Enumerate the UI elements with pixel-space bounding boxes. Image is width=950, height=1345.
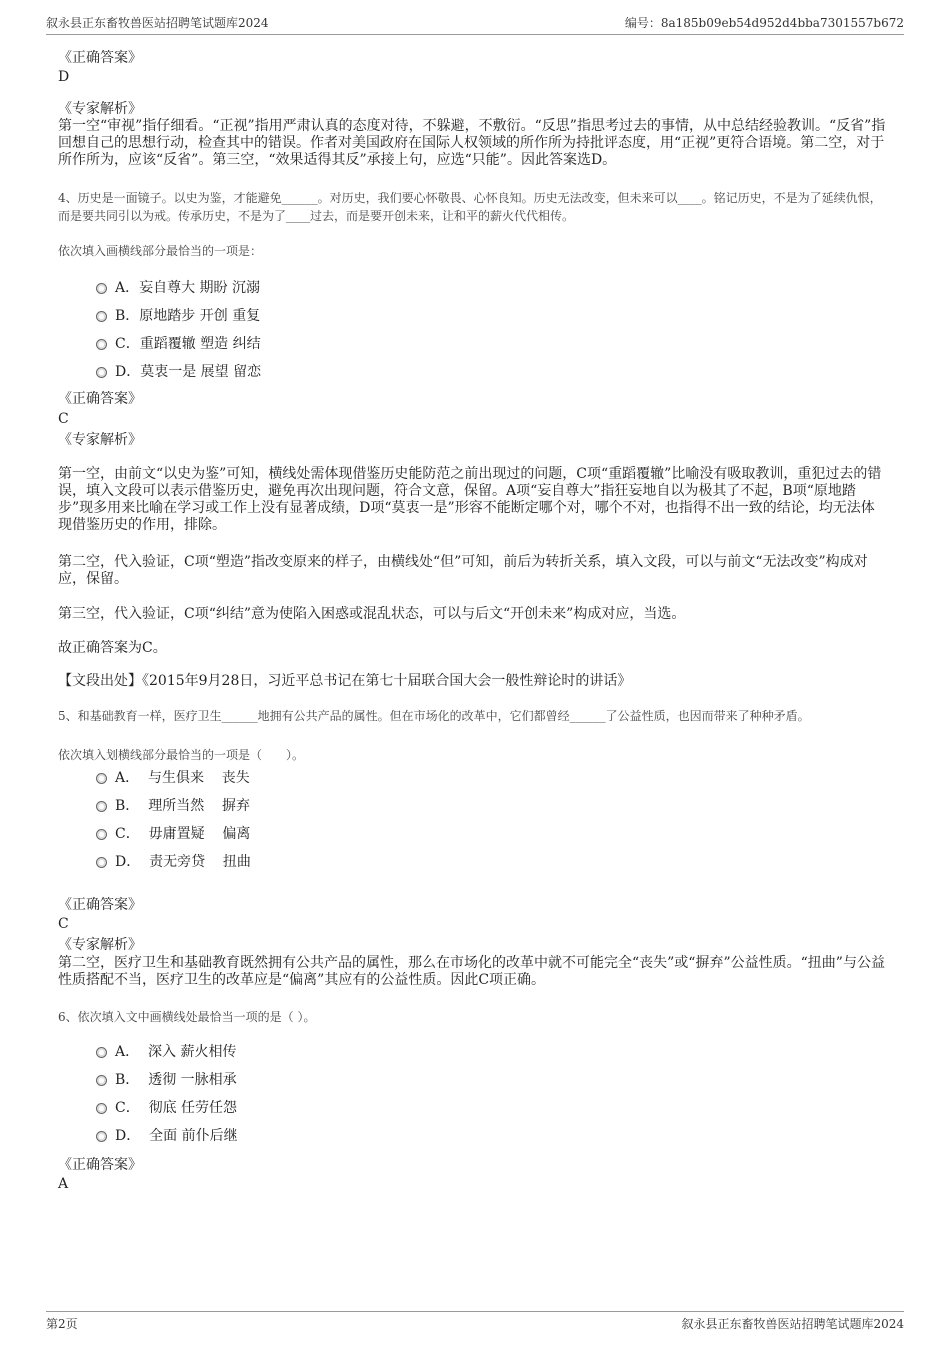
radio-icon[interactable] <box>96 1047 107 1058</box>
q4-option-a[interactable]: A．妄自尊大 期盼 沉溺 <box>96 279 260 297</box>
q3-answer: D <box>58 69 70 85</box>
radio-icon[interactable] <box>96 829 107 840</box>
q4-analysis-p4: 故正确答案为C。 <box>58 640 167 656</box>
q4-stem: 4、历史是一面镜子。以史为鉴，才能避免______。对历史，我们要心怀敬畏、心怀良知。历史无法改变，但未来可以____。铭记历史，不是为了延续仇恨，而是要共同引以为戒。传承历史，不是为了____过去，而是要开创未来，让和平的薪火代代相传。 <box>58 191 882 223</box>
q5-option-d[interactable]: D． 责无旁贷 扭曲 <box>96 853 251 871</box>
q4-option-d[interactable]: D．莫衷一是 展望 留恋 <box>96 363 261 381</box>
radio-icon[interactable] <box>96 773 107 784</box>
page-footer <box>46 1311 904 1336</box>
q6-stem: 6、依次填入文中画横线处最恰当一项的是（ ）。 <box>58 1010 316 1024</box>
q4-answer: C <box>58 411 69 427</box>
radio-icon[interactable] <box>96 339 107 350</box>
q4-analysis-p1: 第一空，由前文“以史为鉴”可知，横线处需体现借鉴历史能防范之前出现过的问题，C项“重蹈覆辙”比喻没有吸取教训，重犯过去的错误，填入文段可以表示借鉴历史，避免再次出现问题，符合文意，保留。A项“妄自尊大”指狂妄地自以为极其了不起，B项“原地踏步”现多用来比喻在学习或工作上没有显著成绩，D项“莫衷一是”形容不能断定哪个对，哪个不对，也指得不出一致的结论，均无法体现借鉴历史的作用，排除。 <box>58 466 882 533</box>
q6-answer: A <box>58 1176 69 1192</box>
radio-icon[interactable] <box>96 283 107 294</box>
answer-label: 《正确答案》 <box>58 1157 142 1173</box>
q4-source: 【文段出处】《2015年9月28日，习近平总书记在第七十届联合国大会一般性辩论时的讲话》 <box>58 673 632 689</box>
answer-label: 《正确答案》 <box>58 897 142 913</box>
footer-title: 叙永县正东畜牧兽医站招聘笔试题库2024 <box>681 1317 904 1331</box>
radio-icon[interactable] <box>96 1075 107 1086</box>
q5-option-b[interactable]: B． 理所当然 摒弃 <box>96 797 250 815</box>
q5-stem: 5、和基础教育一样，医疗卫生______地拥有公共产品的属性。但在市场化的改革中，它们都曾经______了公益性质，也因而带来了种种矛盾。 <box>58 709 810 723</box>
q4-option-c[interactable]: C．重蹈覆辙 塑造 纠结 <box>96 335 261 353</box>
analysis-label: 《专家解析》 <box>58 937 142 953</box>
q6-option-d[interactable]: D． 全面 前仆后继 <box>96 1127 238 1145</box>
radio-icon[interactable] <box>96 1103 107 1114</box>
q5-prompt: 依次填入划横线部分最恰当的一项是（ ）。 <box>58 748 305 762</box>
answer-label: 《正确答案》 <box>58 391 142 407</box>
radio-icon[interactable] <box>96 367 107 378</box>
header-title: 叙永县正东畜牧兽医站招聘笔试题库2024 <box>46 16 269 30</box>
radio-icon[interactable] <box>96 311 107 322</box>
q6-option-c[interactable]: C． 彻底 任劳任怨 <box>96 1099 237 1117</box>
q4-prompt: 依次填入画横线部分最恰当的一项是： <box>58 244 263 258</box>
radio-icon[interactable] <box>96 801 107 812</box>
q5-analysis: 第二空，医疗卫生和基础教育既然拥有公共产品的属性，那么在市场化的改革中就不可能完全“丧失”或“摒弃”公益性质。“扭曲”与公益性质搭配不当，医疗卫生的改革应是“偏离”其应有的公益性质。因此C项正确。 <box>58 955 885 988</box>
radio-icon[interactable] <box>96 1131 107 1142</box>
q5-option-a[interactable]: A． 与生俱来 丧失 <box>96 769 250 787</box>
answer-label: 《正确答案》 <box>58 50 142 66</box>
q4-analysis-p2: 第二空，代入验证，C项“塑造”指改变原来的样子，由横线处“但”可知，前后为转折关系，填入文段，可以与前文“无法改变”构成对应，保留。 <box>58 554 868 587</box>
radio-icon[interactable] <box>96 857 107 868</box>
page-header <box>46 14 904 35</box>
q4-option-b[interactable]: B．原地踏步 开创 重复 <box>96 307 260 325</box>
q5-answer: C <box>58 916 69 932</box>
q3-analysis: 第一空“审视”指仔细看。“正视”指用严肃认真的态度对待，不躲避，不敷衍。“反思”指思考过去的事情，从中总结经验教训。“反省”指回想自己的思想行动，检查其中的错误。作者对美国政府在国际人权领域的所作所为持批评态度，用“正视”更符合语境。第二空，对于所作所为，应该“反省”。第三空，“效果适得其反”承接上句，应选“只能”。因此答案选D。 <box>58 118 886 168</box>
q6-option-b[interactable]: B． 透彻 一脉相承 <box>96 1071 237 1089</box>
analysis-label: 《专家解析》 <box>58 101 142 117</box>
analysis-label: 《专家解析》 <box>58 432 142 448</box>
q4-analysis-p3: 第三空，代入验证，C项“纠结”意为使陷入困惑或混乱状态，可以与后文“开创未来”构成对应，当选。 <box>58 606 686 622</box>
page-number: 第2页 <box>46 1317 78 1331</box>
header-doc-id: 编号：8a185b09eb54d952d4bba7301557b672 <box>624 16 904 30</box>
q5-option-c[interactable]: C． 毋庸置疑 偏离 <box>96 825 250 843</box>
q6-option-a[interactable]: A． 深入 薪火相传 <box>96 1043 236 1061</box>
